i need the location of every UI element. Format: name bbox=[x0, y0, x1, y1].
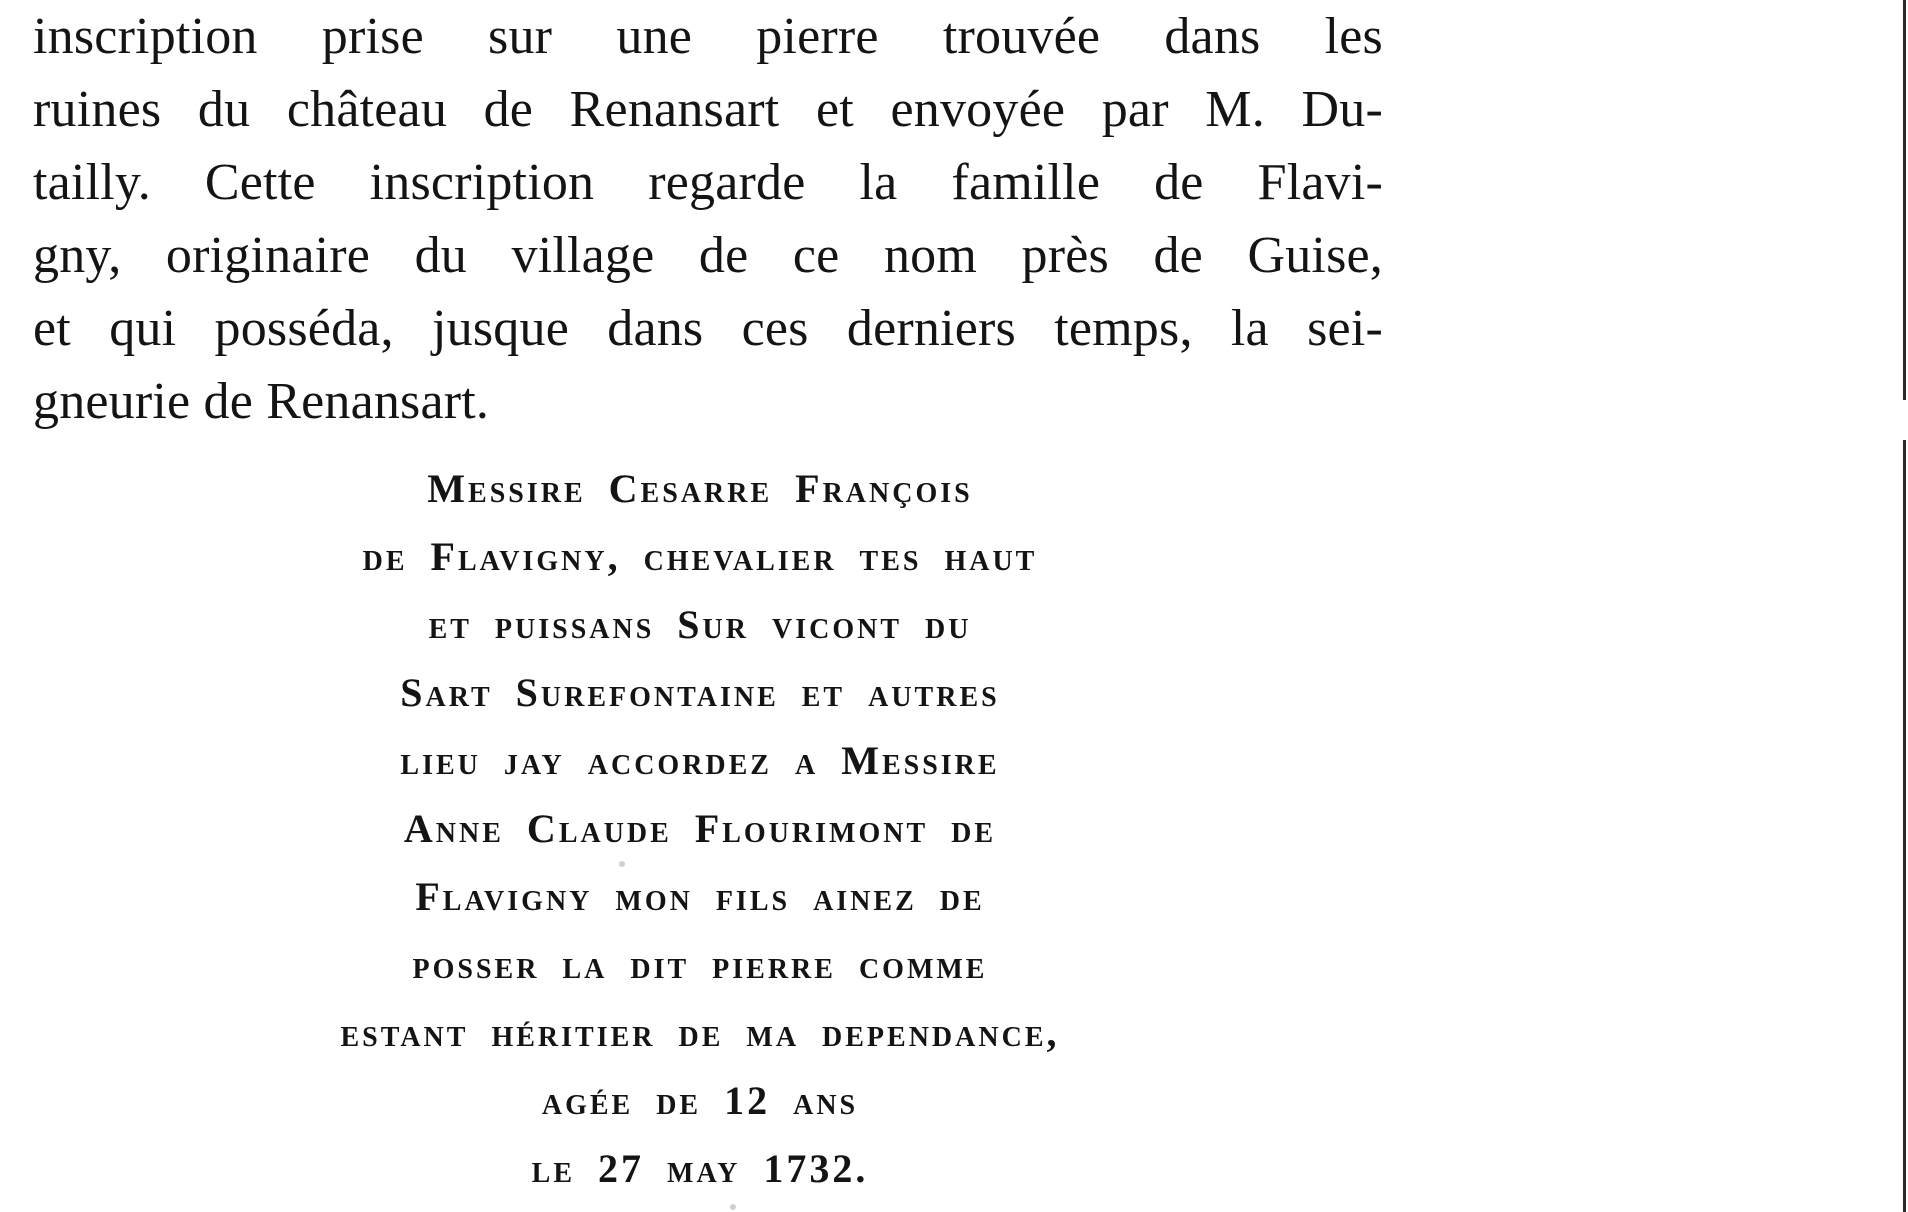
page-edge-rule bbox=[1903, 0, 1906, 400]
inscription-line: posser la dit pierre comme bbox=[412, 942, 988, 987]
body-paragraph bbox=[33, 0, 1383, 438]
inscription-line: estant héritier de ma dependance, bbox=[340, 1010, 1060, 1055]
scan-speck bbox=[730, 1204, 736, 1210]
paragraph-line: inscription prise sur une pierre trouvée dans les bbox=[33, 8, 1383, 65]
paragraph-line: ruines du château de Renansart et envoyée par M. Du- bbox=[33, 81, 1383, 138]
inscription-line: le 27 may 1732. bbox=[531, 1146, 869, 1191]
paragraph-line: et qui posséda, jusque dans ces derniers temps, la sei- bbox=[33, 300, 1383, 357]
scan-speck bbox=[619, 861, 625, 867]
page-edge-rule bbox=[1903, 440, 1906, 1212]
paragraph-line: gny, originaire du village de ce nom près de Guise, bbox=[33, 227, 1383, 284]
inscription-line: Messire Cesarre François bbox=[427, 466, 973, 511]
paragraph-line: tailly. Cette inscription regarde la famille de Flavi- bbox=[33, 154, 1383, 211]
inscription-line: lieu jay accordez a Messire bbox=[400, 738, 1000, 783]
inscription-line: de Flavigny, chevalier tes haut bbox=[362, 534, 1038, 579]
inscription-line: et puissans Sur vicont du bbox=[428, 602, 972, 647]
inscription-line: agée de 12 ans bbox=[541, 1078, 859, 1123]
inscription-line: Flavigny mon fils ainez de bbox=[415, 874, 985, 919]
inscription-line: Anne Claude Flourimont de bbox=[403, 806, 997, 851]
inscription-block bbox=[260, 455, 1140, 1203]
paragraph-line: gneurie de Renansart. bbox=[33, 373, 490, 430]
inscription-line: Sart Surefontaine et autres bbox=[400, 670, 1000, 715]
